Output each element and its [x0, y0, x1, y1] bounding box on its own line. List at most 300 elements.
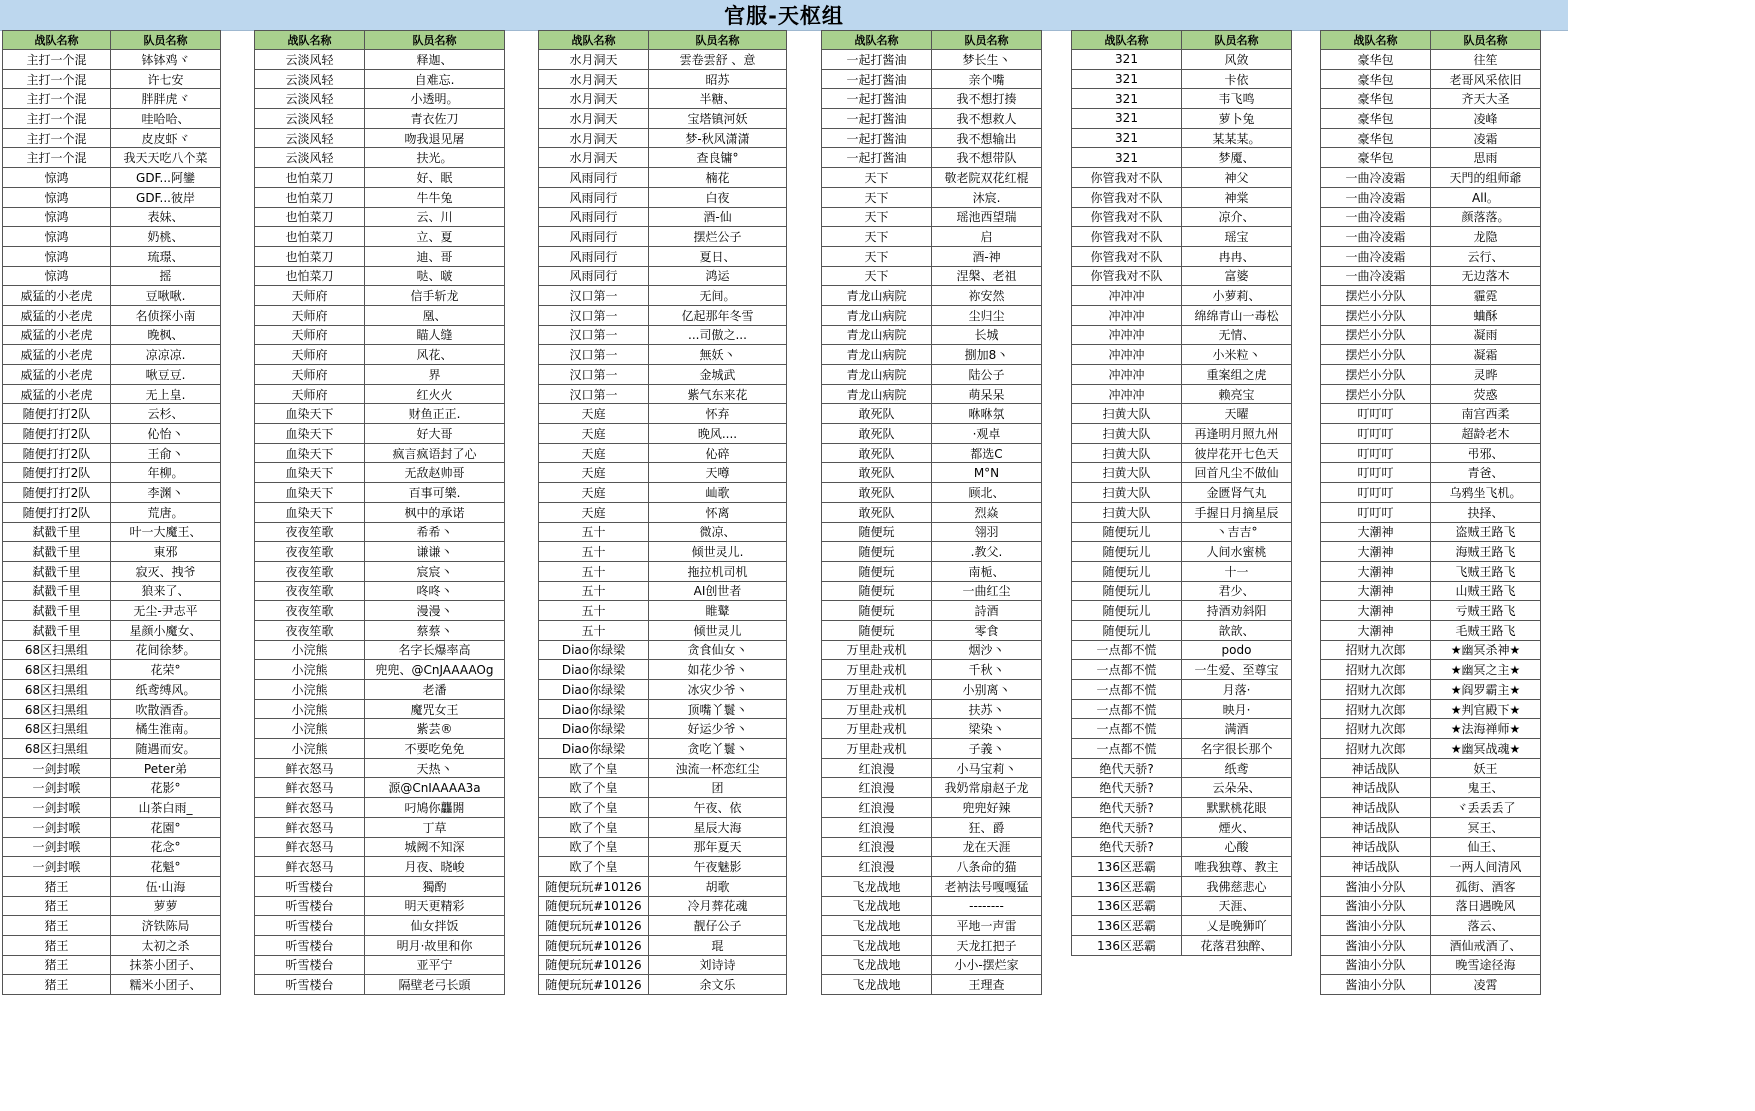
team-name-cell: 一起打酱油: [822, 69, 932, 89]
team-name-cell: 321: [1072, 89, 1182, 109]
member-name-cell: 昭苏: [649, 69, 787, 89]
table-row: [822, 502, 1042, 522]
table-row: [3, 542, 221, 562]
member-name-cell: 天門的组师爺: [1431, 168, 1541, 188]
table-row: [539, 916, 787, 936]
team-name-cell: 云淡风轻: [255, 128, 365, 148]
member-name-cell: 盗贼王路飞: [1431, 522, 1541, 542]
team-name-cell: 主打一个混: [3, 109, 111, 129]
team-name-cell: 豪华包: [1321, 69, 1431, 89]
team-name-cell: 大潮神: [1321, 581, 1431, 601]
team-name-cell: 也怕菜刀: [255, 168, 365, 188]
table-row: [1321, 246, 1541, 266]
table-row: [255, 876, 505, 896]
member-name-cell: 凰、: [365, 305, 505, 325]
team-name-cell: 大潮神: [1321, 561, 1431, 581]
table-row: [1072, 601, 1292, 621]
table-row: [822, 916, 1042, 936]
table-row: [1072, 384, 1292, 404]
table-row: [822, 443, 1042, 463]
team-name-cell: 一起打酱油: [822, 109, 932, 129]
table-row: [1321, 128, 1541, 148]
team-name-cell: 敢死队: [822, 502, 932, 522]
table-row: [3, 719, 221, 739]
team-name-cell: 酱油小分队: [1321, 955, 1431, 975]
team-name-cell: 冲冲冲: [1072, 365, 1182, 385]
table-row: [1072, 935, 1292, 955]
team-name-cell: 敢死队: [822, 424, 932, 444]
team-name-cell: 天庭: [539, 502, 649, 522]
table-row: [539, 542, 787, 562]
table-row: [822, 561, 1042, 581]
table-row: [3, 128, 221, 148]
member-name-cell: 界: [365, 365, 505, 385]
table-row: [1321, 424, 1541, 444]
member-name-cell: 沐宸.: [932, 187, 1042, 207]
member-name-cell: 歆歆、: [1182, 620, 1292, 640]
team-name-cell: 欧了个皇: [539, 857, 649, 877]
table-row: [3, 699, 221, 719]
team-name-cell: 鲜衣怒马: [255, 837, 365, 857]
table-row: [3, 246, 221, 266]
header-row: [539, 31, 787, 50]
member-name-cell: 倾世灵儿.: [649, 542, 787, 562]
member-name-cell: 顶嘴丫鬟丶: [649, 699, 787, 719]
team-name-cell: 也怕菜刀: [255, 246, 365, 266]
member-name-cell: 午夜魅影: [649, 857, 787, 877]
table-row: [1321, 109, 1541, 129]
team-name-cell: 68区扫黑组: [3, 680, 111, 700]
table-row: [1072, 699, 1292, 719]
table-row: [255, 266, 505, 286]
table-row: [1321, 739, 1541, 759]
member-name-cell: 哒、啵: [365, 266, 505, 286]
member-name-cell: 我天天吃八个菜: [111, 148, 221, 168]
team-name-cell: 扫黄大队: [1072, 463, 1182, 483]
team-name-cell: 威猛的小老虎: [3, 305, 111, 325]
table-row: [3, 857, 221, 877]
roster-table: [1320, 30, 1541, 995]
member-name-cell: 鬼王、: [1431, 778, 1541, 798]
table-row: [3, 837, 221, 857]
table-row: [1321, 896, 1541, 916]
team-name-cell: 威猛的小老虎: [3, 325, 111, 345]
table-row: [539, 325, 787, 345]
member-name-cell: 凌峰: [1431, 109, 1541, 129]
member-name-cell: 仙王、: [1431, 837, 1541, 857]
table-row: [3, 345, 221, 365]
member-name-cell: 海贼王路飞: [1431, 542, 1541, 562]
table-row: [255, 955, 505, 975]
team-name-cell: 水月洞天: [539, 69, 649, 89]
team-name-cell: 酱油小分队: [1321, 916, 1431, 936]
member-name-cell: 月夜、晓峻: [365, 857, 505, 877]
member-name-cell: 丶吉吉°: [1182, 522, 1292, 542]
table-row: [539, 719, 787, 739]
team-name-cell: 万里赴戎机: [822, 719, 932, 739]
member-name-cell: 荒唐。: [111, 502, 221, 522]
member-name-cell: 伈碎: [649, 443, 787, 463]
member-name-cell: 城阙不知深: [365, 837, 505, 857]
member-name-cell: 凉介、: [1182, 207, 1292, 227]
table-row: [822, 640, 1042, 660]
team-name-cell: 321: [1072, 148, 1182, 168]
member-name-cell: 卡依: [1182, 69, 1292, 89]
member-name-cell: 小别离丶: [932, 680, 1042, 700]
table-row: [1321, 955, 1541, 975]
team-name-cell: 随便打打2队: [3, 443, 111, 463]
member-name-cell: 亚平宁: [365, 955, 505, 975]
table-row: [255, 325, 505, 345]
table-row: [255, 522, 505, 542]
team-name-cell: 猪王: [3, 935, 111, 955]
table-row: [255, 561, 505, 581]
table-row: [255, 109, 505, 129]
table-row: [539, 266, 787, 286]
member-name-cell: 金城武: [649, 365, 787, 385]
team-name-cell: 你管我对不队: [1072, 227, 1182, 247]
table-row: [3, 404, 221, 424]
team-name-cell: 云淡风轻: [255, 89, 365, 109]
table-row: [539, 699, 787, 719]
team-name-cell: 欧了个皇: [539, 837, 649, 857]
team-name-cell: 青龙山病院: [822, 325, 932, 345]
table-row: [255, 778, 505, 798]
team-name-cell: 摆烂小分队: [1321, 365, 1431, 385]
table-row: [255, 69, 505, 89]
member-name-header: 队员名称: [932, 31, 1042, 50]
table-row: [1072, 916, 1292, 936]
team-name-cell: 神话战队: [1321, 778, 1431, 798]
table-row: [539, 581, 787, 601]
member-name-cell: 煙火、: [1182, 817, 1292, 837]
member-name-cell: 皮皮虾ヾ: [111, 128, 221, 148]
team-name-cell: 绝代天骄?: [1072, 778, 1182, 798]
team-name-cell: 云淡风轻: [255, 109, 365, 129]
team-name-cell: 一点都不慌: [1072, 719, 1182, 739]
table-row: [539, 896, 787, 916]
team-name-cell: 夜夜笙歌: [255, 620, 365, 640]
team-name-cell: 一起打酱油: [822, 89, 932, 109]
team-name-cell: 水月洞天: [539, 89, 649, 109]
member-name-header: 队员名称: [1431, 31, 1541, 50]
member-name-cell: 默默桃花眼: [1182, 798, 1292, 818]
member-name-cell: 一生爱、至尊宝: [1182, 660, 1292, 680]
table-row: [1072, 89, 1292, 109]
member-name-cell: 神父: [1182, 168, 1292, 188]
team-name-cell: 大潮神: [1321, 542, 1431, 562]
table-row: [822, 896, 1042, 916]
member-name-cell: 老哥风采依旧: [1431, 69, 1541, 89]
team-name-cell: 扫黄大队: [1072, 404, 1182, 424]
table-row: [539, 424, 787, 444]
team-name-cell: 万里赴戎机: [822, 640, 932, 660]
table-row: [1072, 561, 1292, 581]
table-row: [3, 148, 221, 168]
table-row: [822, 69, 1042, 89]
table-row: [822, 109, 1042, 129]
member-name-cell: 龙在天涯: [932, 837, 1042, 857]
table-row: [255, 404, 505, 424]
table-row: [1072, 266, 1292, 286]
table-row: [255, 345, 505, 365]
team-name-cell: 汉口第一: [539, 286, 649, 306]
member-name-cell: 山茶白雨_: [111, 798, 221, 818]
team-name-cell: 飞龙战地: [822, 975, 932, 995]
table-row: [3, 502, 221, 522]
member-name-cell: 凌霄: [1431, 975, 1541, 995]
table-row: [1321, 325, 1541, 345]
team-name-cell: 天师府: [255, 384, 365, 404]
table-row: [1072, 778, 1292, 798]
member-name-cell: 老衲法号嘎嘎猛: [932, 876, 1042, 896]
team-name-cell: 一剑封喉: [3, 857, 111, 877]
table-row: [539, 798, 787, 818]
table-row: [255, 640, 505, 660]
table-row: [3, 798, 221, 818]
team-name-cell: 叮叮叮: [1321, 443, 1431, 463]
team-name-cell: 136区恶霸: [1072, 896, 1182, 916]
team-name-cell: 大潮神: [1321, 620, 1431, 640]
table-row: [1072, 305, 1292, 325]
team-name-cell: 红浪漫: [822, 837, 932, 857]
member-name-cell: 一曲红尘: [932, 581, 1042, 601]
team-name-cell: 一点都不慌: [1072, 680, 1182, 700]
member-name-cell: 济铁陈局: [111, 916, 221, 936]
team-name-cell: 主打一个混: [3, 50, 111, 70]
member-name-cell: 好、眠: [365, 168, 505, 188]
member-name-cell: 伍·山海: [111, 876, 221, 896]
table-row: [822, 660, 1042, 680]
table-row: [822, 542, 1042, 562]
table-row: [255, 365, 505, 385]
member-name-cell: 微凉、: [649, 522, 787, 542]
team-name-cell: 威猛的小老虎: [3, 384, 111, 404]
member-name-cell: 凌霜: [1431, 128, 1541, 148]
table-row: [3, 187, 221, 207]
table-row: [822, 227, 1042, 247]
table-row: [1072, 286, 1292, 306]
team-name-cell: Diao你绿梁: [539, 739, 649, 759]
table-row: [539, 50, 787, 70]
table-row: [822, 345, 1042, 365]
member-name-cell: 许七安: [111, 69, 221, 89]
member-name-cell: 抹茶小团子、: [111, 955, 221, 975]
member-name-cell: 妖王: [1431, 758, 1541, 778]
member-name-cell: 毛贼王路飞: [1431, 620, 1541, 640]
team-name-cell: 冲冲冲: [1072, 325, 1182, 345]
team-name-cell: 红浪漫: [822, 778, 932, 798]
team-name-cell: 血染天下: [255, 424, 365, 444]
member-name-cell: 我不想打揍: [932, 89, 1042, 109]
member-name-cell: 贪吃丫鬟丶: [649, 739, 787, 759]
member-name-cell: 萝萝: [111, 896, 221, 916]
member-name-cell: 瞄人缝: [365, 325, 505, 345]
table-row: [1072, 896, 1292, 916]
member-name-cell: 彼岸花开七色天: [1182, 443, 1292, 463]
table-row: [1072, 817, 1292, 837]
member-name-cell: 乂是晚狮吖: [1182, 916, 1292, 936]
member-name-cell: 鸿运: [649, 266, 787, 286]
table-row: [822, 50, 1042, 70]
member-name-cell: 云行、: [1431, 246, 1541, 266]
team-name-cell: 血染天下: [255, 404, 365, 424]
member-name-cell: 好运少爷丶: [649, 719, 787, 739]
table-row: [539, 522, 787, 542]
member-name-cell: 名侦探小南: [111, 305, 221, 325]
member-name-cell: 橘生淮南。: [111, 719, 221, 739]
team-name-cell: 绝代天骄?: [1072, 758, 1182, 778]
team-name-cell: 欧了个皇: [539, 798, 649, 818]
member-name-cell: 小米粒丶: [1182, 345, 1292, 365]
member-name-cell: 齐天大圣: [1431, 89, 1541, 109]
table-row: [255, 424, 505, 444]
table-row: [1072, 857, 1292, 877]
member-name-cell: 啾豆豆.: [111, 365, 221, 385]
table-row: [1321, 916, 1541, 936]
team-name-cell: 欧了个皇: [539, 778, 649, 798]
member-name-cell: 无间。: [649, 286, 787, 306]
member-name-cell: 云朵朵、: [1182, 778, 1292, 798]
team-name-cell: 冲冲冲: [1072, 345, 1182, 365]
table-row: [1321, 699, 1541, 719]
member-name-cell: 金匮肾气丸: [1182, 483, 1292, 503]
team-name-cell: 万里赴戎机: [822, 680, 932, 700]
member-name-cell: 晚枫、: [111, 325, 221, 345]
table-row: [1072, 483, 1292, 503]
table-row: [822, 286, 1042, 306]
table-row: [255, 286, 505, 306]
member-name-cell: 花影°: [111, 778, 221, 798]
team-name-cell: 小浣熊: [255, 699, 365, 719]
table-row: [539, 148, 787, 168]
table-row: [1321, 817, 1541, 837]
member-name-cell: 天曜: [1182, 404, 1292, 424]
table-row: [539, 640, 787, 660]
table-row: [255, 502, 505, 522]
member-name-cell: 那年夏天: [649, 837, 787, 857]
team-name-cell: 鲜衣怒马: [255, 857, 365, 877]
table-row: [3, 365, 221, 385]
table-row: [255, 837, 505, 857]
table-row: [255, 620, 505, 640]
team-name-cell: 一点都不慌: [1072, 640, 1182, 660]
member-name-cell: 花魁°: [111, 857, 221, 877]
table-row: [539, 286, 787, 306]
team-name-cell: 天庭: [539, 404, 649, 424]
member-name-cell: 咻咻氛: [932, 404, 1042, 424]
table-row: [539, 601, 787, 621]
team-name-header: 战队名称: [255, 31, 365, 50]
member-name-cell: 小萝莉、: [1182, 286, 1292, 306]
team-name-cell: 你管我对不队: [1072, 207, 1182, 227]
team-name-cell: 一点都不慌: [1072, 739, 1182, 759]
team-name-cell: 风雨同行: [539, 227, 649, 247]
member-name-cell: 往笙: [1431, 50, 1541, 70]
member-name-cell: ★法海禅师★: [1431, 719, 1541, 739]
table-row: [1321, 483, 1541, 503]
member-name-cell: 月落·: [1182, 680, 1292, 700]
table-row: [1072, 227, 1292, 247]
team-name-cell: 叮叮叮: [1321, 424, 1431, 444]
team-name-cell: 风雨同行: [539, 266, 649, 286]
table-row: [822, 384, 1042, 404]
member-name-cell: 我不想带队: [932, 148, 1042, 168]
table-row: [1321, 168, 1541, 188]
team-name-cell: 大潮神: [1321, 601, 1431, 621]
member-name-cell: 午夜、依: [649, 798, 787, 818]
team-name-cell: 随便玩儿: [1072, 561, 1182, 581]
team-name-cell: 豪华包: [1321, 148, 1431, 168]
team-name-cell: 随便玩儿: [1072, 620, 1182, 640]
member-name-cell: 孤街、酒客: [1431, 876, 1541, 896]
team-name-cell: 一曲冷凌霜: [1321, 207, 1431, 227]
team-name-cell: 夜夜笙歌: [255, 581, 365, 601]
table-row: [1321, 660, 1541, 680]
team-name-cell: 扫黄大队: [1072, 424, 1182, 444]
member-name-header: 队员名称: [111, 31, 221, 50]
team-name-cell: 听雪楼台: [255, 975, 365, 995]
team-name-cell: 风雨同行: [539, 246, 649, 266]
team-name-cell: 天下: [822, 227, 932, 247]
team-name-cell: 飞龙战地: [822, 876, 932, 896]
table-row: [1072, 463, 1292, 483]
table-row: [1072, 758, 1292, 778]
team-name-cell: 随便玩: [822, 522, 932, 542]
table-row: [1321, 935, 1541, 955]
member-name-cell: 唯我独尊、教主: [1182, 857, 1292, 877]
team-name-cell: 绝代天骄?: [1072, 798, 1182, 818]
table-row: [822, 758, 1042, 778]
team-name-cell: 酱油小分队: [1321, 876, 1431, 896]
team-name-cell: 321: [1072, 50, 1182, 70]
member-name-cell: 纸鸢缚风。: [111, 680, 221, 700]
table-row: [3, 109, 221, 129]
table-row: [1321, 601, 1541, 621]
member-name-cell: 睢鼙: [649, 601, 787, 621]
team-name-cell: Diao你绿梁: [539, 640, 649, 660]
team-name-cell: 小浣熊: [255, 660, 365, 680]
team-name-cell: 叮叮叮: [1321, 483, 1431, 503]
table-row: [3, 896, 221, 916]
table-row: [255, 246, 505, 266]
table-row: [1321, 305, 1541, 325]
member-name-cell: 陆公子: [932, 365, 1042, 385]
table-row: [822, 89, 1042, 109]
team-name-cell: 万里赴戎机: [822, 660, 932, 680]
team-name-cell: 水月洞天: [539, 109, 649, 129]
team-name-cell: 云淡风轻: [255, 50, 365, 70]
member-name-cell: 扶苏丶: [932, 699, 1042, 719]
member-name-cell: 祢安然: [932, 286, 1042, 306]
member-name-cell: 詩酒: [932, 601, 1042, 621]
team-name-cell: 大潮神: [1321, 522, 1431, 542]
table-row: [1321, 857, 1541, 877]
member-name-cell: 凉凉凉.: [111, 345, 221, 365]
member-name-cell: 落日遇晚风: [1431, 896, 1541, 916]
team-name-cell: 随便玩: [822, 620, 932, 640]
member-name-cell: 亿起那年冬雪: [649, 305, 787, 325]
team-name-cell: 惊鸿: [3, 227, 111, 247]
team-name-cell: 冲冲冲: [1072, 305, 1182, 325]
member-name-cell: 再逢明月照九州: [1182, 424, 1292, 444]
member-name-cell: 长城: [932, 325, 1042, 345]
member-name-cell: 天龙扛把子: [932, 935, 1042, 955]
team-name-cell: Diao你绿梁: [539, 680, 649, 700]
team-name-cell: Diao你绿梁: [539, 660, 649, 680]
table-row: [255, 384, 505, 404]
member-name-cell: 夏日、: [649, 246, 787, 266]
